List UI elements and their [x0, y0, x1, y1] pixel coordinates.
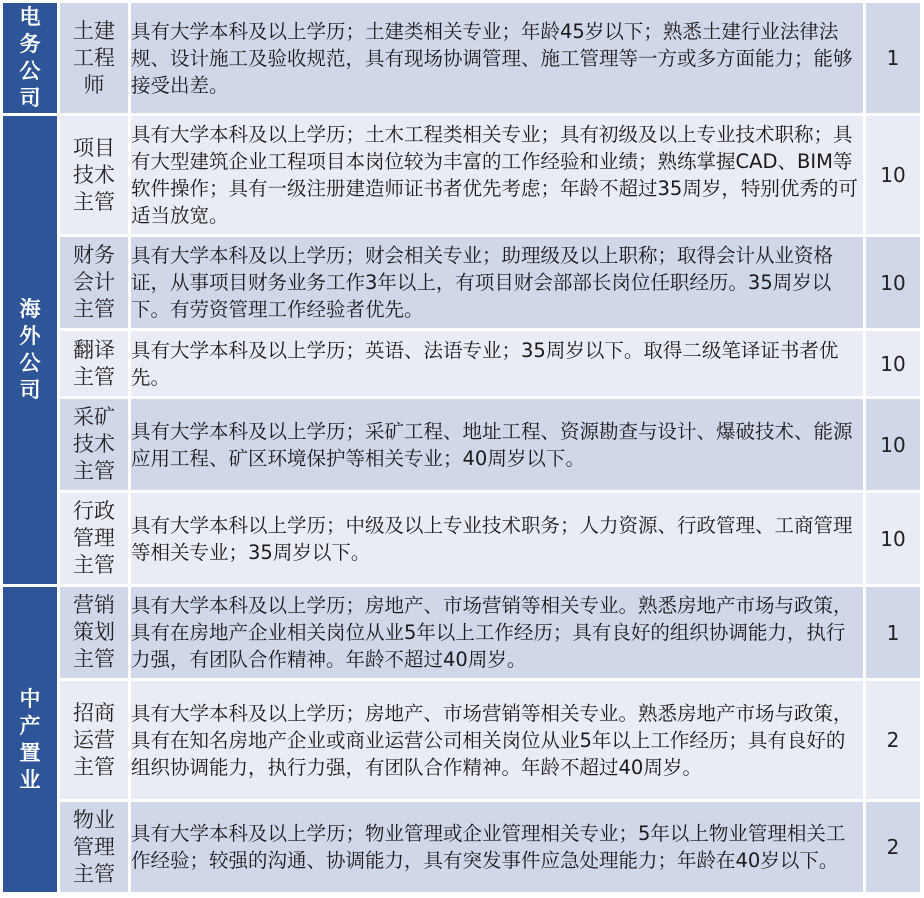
requirement-cell: 具有大学本科及以上学历；房地产、市场营销等相关专业。熟悉房地产市场与政策，具有在房地产企业相关岗位从业5年以上工作经历；具有良好的组织协调能力，执行力强，有团队合作精神。年龄不超过40周岁。: [130, 586, 865, 680]
table-row: [2, 2, 922, 115]
position-cell: 招商运营主管: [59, 680, 130, 801]
position-cell: 采矿技术主管: [59, 398, 130, 492]
headcount-cell: 2: [865, 801, 922, 894]
position-cell: 翻译主管: [59, 330, 130, 398]
headcount-cell: 10: [865, 330, 922, 398]
table-row: [2, 586, 922, 680]
requirement-cell: 具有大学本科及以上学历；物业管理或企业管理相关专业；5年以上物业管理相关工作经验；较强的沟通、协调能力，具有突发事件应急处理能力；年龄在40岁以下。: [130, 801, 865, 894]
requirement-cell: 具有大学本科及以上学历；房地产、市场营销等相关专业。熟悉房地产市场与政策，具有在知名房地产企业或商业运营公司相关岗位从业5年以上工作经历；具有良好的组织协调能力，执行力强，有团队合作精神。年龄不超过40周岁。: [130, 680, 865, 801]
company-cell-zhongchan: 中产置业: [2, 586, 59, 894]
requirement-cell: 具有大学本科及以上学历；财会相关专业；助理级及以上职称；取得会计从业资格证，从事项目财务业务工作3年以上，有项目财会部部长岗位任职经历。35周岁以下。有劳资管理工作经验者优先。: [130, 236, 865, 330]
position-cell: 财务会计主管: [59, 236, 130, 330]
table-row: [2, 492, 922, 586]
table-row: [2, 801, 922, 894]
table-row: [2, 330, 922, 398]
headcount-cell: 1: [865, 2, 922, 115]
position-cell: 土建工程师: [59, 2, 130, 115]
headcount-cell: 10: [865, 115, 922, 236]
requirement-cell: 具有大学本科及以上学历；英语、法语专业；35周岁以下。取得二级笔译证书者优先。: [130, 330, 865, 398]
requirement-cell: 具有大学本科及以上学历；土木工程类相关专业；具有初级及以上专业技术职称；具有大型建筑企业工程项目本岗位较为丰富的工作经验和业绩；熟练掌握CAD、BIM等软件操作；具有一级注册建造师证书者优先考虑；年龄不超过35周岁，特别优秀的可适当放宽。: [130, 115, 865, 236]
headcount-cell: 1: [865, 586, 922, 680]
position-cell: 行政管理主管: [59, 492, 130, 586]
headcount-cell: 2: [865, 680, 922, 801]
company-cell-dianwu: 电务公司: [2, 2, 59, 115]
headcount-cell: 10: [865, 492, 922, 586]
company-cell-haiwai: 海外公司: [2, 115, 59, 586]
headcount-cell: 10: [865, 236, 922, 330]
position-cell: 项目技术主管: [59, 115, 130, 236]
position-cell: 物业管理主管: [59, 801, 130, 894]
table-row: [2, 236, 922, 330]
headcount-cell: 10: [865, 398, 922, 492]
position-cell: 营销策划主管: [59, 586, 130, 680]
table-row: [2, 680, 922, 801]
requirement-cell: 具有大学本科及以上学历；土建类相关专业；年龄45岁以下；熟悉土建行业法律法规、设计施工及验收规范，具有现场协调管理、施工管理等一方或多方面能力；能够接受出差。: [130, 2, 865, 115]
requirement-cell: 具有大学本科及以上学历；采矿工程、地址工程、资源勘查与设计、爆破技术、能源应用工程、矿区环境保护等相关专业；40周岁以下。: [130, 398, 865, 492]
table-row: [2, 115, 922, 236]
requirement-cell: 具有大学本科以上学历；中级及以上专业技术职务；人力资源、行政管理、工商管理等相关专业；35周岁以下。: [130, 492, 865, 586]
table-row: [2, 398, 922, 492]
